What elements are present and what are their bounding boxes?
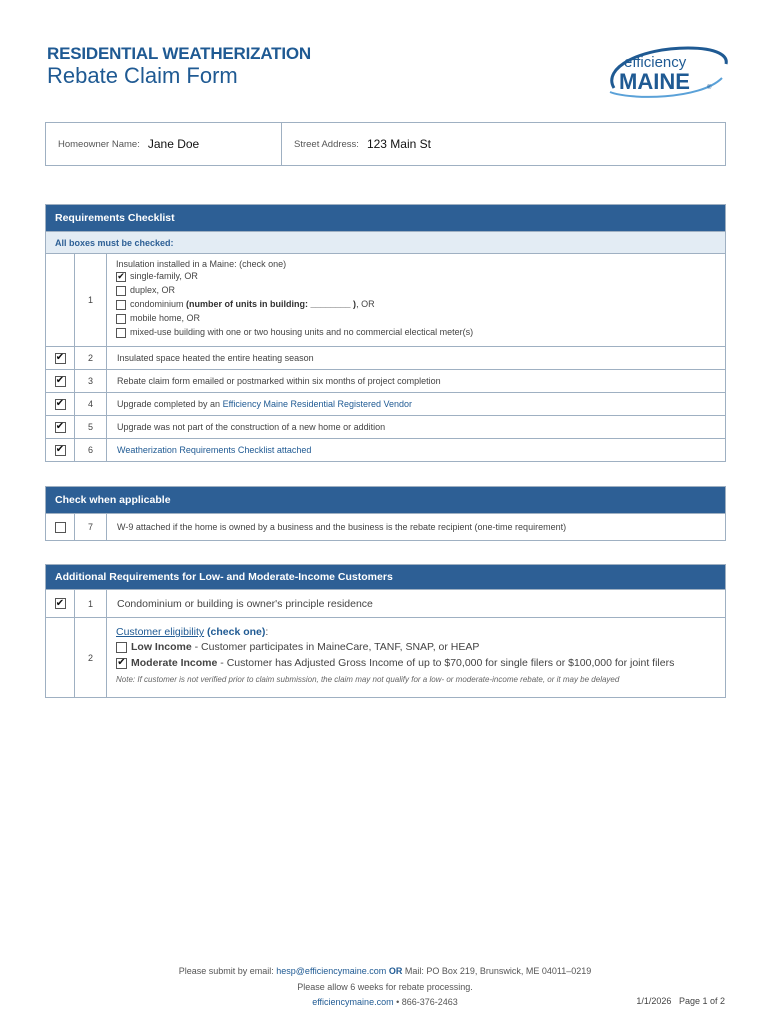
low-income-desc: - Customer participates in MaineCare, TANF, SNAP, or HEAP bbox=[191, 641, 480, 653]
condo-or: , OR bbox=[356, 299, 375, 309]
principal-residence-text: Condominium or building is owner's principle residence bbox=[117, 597, 373, 610]
duplex-checkbox[interactable] bbox=[116, 286, 126, 296]
website-link[interactable]: efficiencymaine.com bbox=[312, 997, 394, 1007]
moderate-income-bold: Moderate Income bbox=[131, 657, 218, 669]
logo-text-top: efficiency bbox=[624, 54, 687, 71]
logo-registered-mark: ® bbox=[707, 85, 712, 91]
verification-note: Note: If customer is not verified prior to claim submission, the claim may not qualify for a low- or moderate-income rebate, or it may be delayed bbox=[116, 675, 620, 684]
checklist-row-5-checkbox[interactable]: ✔ bbox=[55, 421, 65, 432]
checklist-row-5-text: Upgrade was not part of the construction of a new home or addition bbox=[117, 422, 386, 432]
option-mobile-home bbox=[116, 312, 725, 325]
low-mod-row-2-check-cell bbox=[46, 618, 75, 697]
row-number: 3 bbox=[75, 370, 107, 392]
customer-eligibility bbox=[107, 618, 725, 697]
w9-checkbox[interactable] bbox=[55, 522, 66, 533]
low-mod-heading: Additional Requirements for Low- and Moderate-Income Customers bbox=[46, 565, 725, 589]
logo-text-bottom: MAINE bbox=[619, 69, 690, 94]
option-low-income bbox=[116, 640, 725, 654]
row-number: 1 bbox=[75, 590, 107, 617]
option-label: mixed-use building with one or two housing units and no commercial electical meter(s) bbox=[130, 327, 474, 337]
applicable-heading: Check when applicable bbox=[46, 487, 725, 513]
checklist-row-3-checkbox[interactable]: ✔ bbox=[55, 375, 65, 386]
efficiency-maine-logo bbox=[600, 42, 728, 100]
street-address-field[interactable]: 123 Main St bbox=[366, 137, 431, 151]
low-mod-row-1 bbox=[46, 589, 725, 617]
eligibility-heading bbox=[116, 626, 725, 638]
mail-address: Mail: PO Box 219, Brunswick, ME 04011–0219 bbox=[402, 966, 592, 976]
row-number: 7 bbox=[75, 514, 107, 540]
option-mixed-use bbox=[116, 326, 725, 339]
condo-units-field[interactable]: (number of units in building: ________ ) bbox=[186, 299, 357, 309]
checklist-row-1 bbox=[46, 253, 725, 346]
email-link[interactable]: hesp@efficiencymaine.com bbox=[276, 966, 387, 976]
option-condominium bbox=[116, 298, 725, 311]
option-label: duplex, OR bbox=[130, 285, 176, 295]
footer-processing-note: Please allow 6 weeks for rebate processing. bbox=[297, 982, 473, 992]
row-number: 2 bbox=[75, 347, 107, 369]
form-date: 1/1/2026 bbox=[636, 996, 672, 1006]
phone-number: • 866-376-2463 bbox=[393, 997, 458, 1007]
moderate-income-desc: - Customer has Adjusted Gross Income of up to $70,000 for single filers or $100,000 for joint filers bbox=[217, 657, 675, 669]
checklist-row-5 bbox=[46, 415, 725, 438]
requirements-checklist bbox=[45, 204, 726, 462]
moderate-income-checkbox[interactable]: ✔ bbox=[117, 657, 126, 668]
option-duplex bbox=[116, 284, 725, 297]
page-number: Page 1 of 2 bbox=[678, 996, 725, 1006]
low-moderate-income-requirements bbox=[45, 564, 726, 698]
mixed-use-checkbox[interactable] bbox=[116, 328, 126, 338]
checklist-row-4-text bbox=[107, 393, 725, 415]
street-address-label: Street Address: bbox=[294, 138, 359, 150]
option-moderate-income bbox=[116, 656, 725, 670]
low-income-bold: Low Income bbox=[131, 641, 192, 653]
low-income-label bbox=[131, 640, 479, 654]
row-number: 2 bbox=[75, 618, 107, 697]
checklist-subheading: All boxes must be checked: bbox=[46, 231, 725, 253]
weatherization-checklist-link[interactable]: Weatherization Requirements Checklist attached bbox=[117, 445, 312, 455]
checklist-row-1-check-cell bbox=[46, 254, 75, 346]
street-address-cell bbox=[282, 123, 431, 165]
customer-eligibility-link[interactable]: Customer eligibility bbox=[116, 626, 205, 638]
page-info bbox=[636, 996, 725, 1006]
building-type-intro: Insulation installed in a Maine: (check one) bbox=[116, 259, 287, 269]
checklist-row-3-text: Rebate claim form emailed or postmarked within six months of project completion bbox=[117, 376, 441, 386]
check-one-label: (check one) bbox=[207, 626, 266, 638]
row-number: 1 bbox=[75, 254, 107, 346]
principal-residence-checkbox[interactable]: ✔ bbox=[55, 597, 65, 609]
condominium-checkbox[interactable] bbox=[116, 300, 126, 310]
applicable-row-7 bbox=[46, 513, 725, 540]
option-label bbox=[130, 298, 375, 311]
row-4-text: Upgrade completed by an bbox=[117, 399, 221, 409]
checklist-row-2-text: Insulated space heated the entire heating season bbox=[117, 353, 314, 363]
checklist-row-6 bbox=[46, 438, 725, 461]
option-label: single-family, OR bbox=[130, 271, 198, 281]
row-number: 4 bbox=[75, 393, 107, 415]
checklist-row-2 bbox=[46, 346, 725, 369]
checklist-row-6-checkbox[interactable]: ✔ bbox=[55, 444, 65, 455]
homeowner-info-box bbox=[45, 122, 726, 166]
form-subtitle: RESIDENTIAL WEATHERIZATION bbox=[47, 44, 311, 63]
registered-vendor-link[interactable]: Efficiency Maine Residential Registered Vendor bbox=[222, 399, 413, 409]
low-mod-row-2 bbox=[46, 617, 725, 697]
form-title: Rebate Claim Form bbox=[47, 63, 238, 88]
option-label: mobile home, OR bbox=[130, 313, 201, 323]
checklist-row-2-checkbox[interactable]: ✔ bbox=[55, 352, 65, 363]
homeowner-name-cell bbox=[46, 123, 282, 165]
row-number: 5 bbox=[75, 416, 107, 438]
checklist-row-4-checkbox[interactable]: ✔ bbox=[55, 398, 65, 409]
submit-label: Please submit by email: bbox=[178, 966, 277, 976]
row-number: 6 bbox=[75, 439, 107, 461]
homeowner-name-label: Homeowner Name: bbox=[58, 138, 140, 150]
checklist-heading: Requirements Checklist bbox=[46, 205, 725, 231]
or-label: OR bbox=[386, 966, 403, 976]
checklist-row-1-text bbox=[107, 254, 725, 346]
checklist-row-4 bbox=[46, 392, 725, 415]
single-family-checkbox[interactable]: ✔ bbox=[117, 271, 125, 281]
eligibility-colon: : bbox=[265, 626, 269, 638]
footer-submit-line bbox=[0, 966, 770, 976]
option-single-family bbox=[116, 270, 725, 283]
checklist-row-3 bbox=[46, 369, 725, 392]
low-income-checkbox[interactable] bbox=[116, 642, 127, 653]
homeowner-name-field[interactable]: Jane Doe bbox=[147, 137, 200, 151]
condo-label: condominium bbox=[130, 299, 187, 309]
moderate-income-label bbox=[131, 656, 674, 670]
w9-text: W-9 attached if the home is owned by a business and the business is the rebate recipient (one-time requirement) bbox=[117, 522, 567, 532]
mobile-home-checkbox[interactable] bbox=[116, 314, 126, 324]
check-when-applicable bbox=[45, 486, 726, 541]
